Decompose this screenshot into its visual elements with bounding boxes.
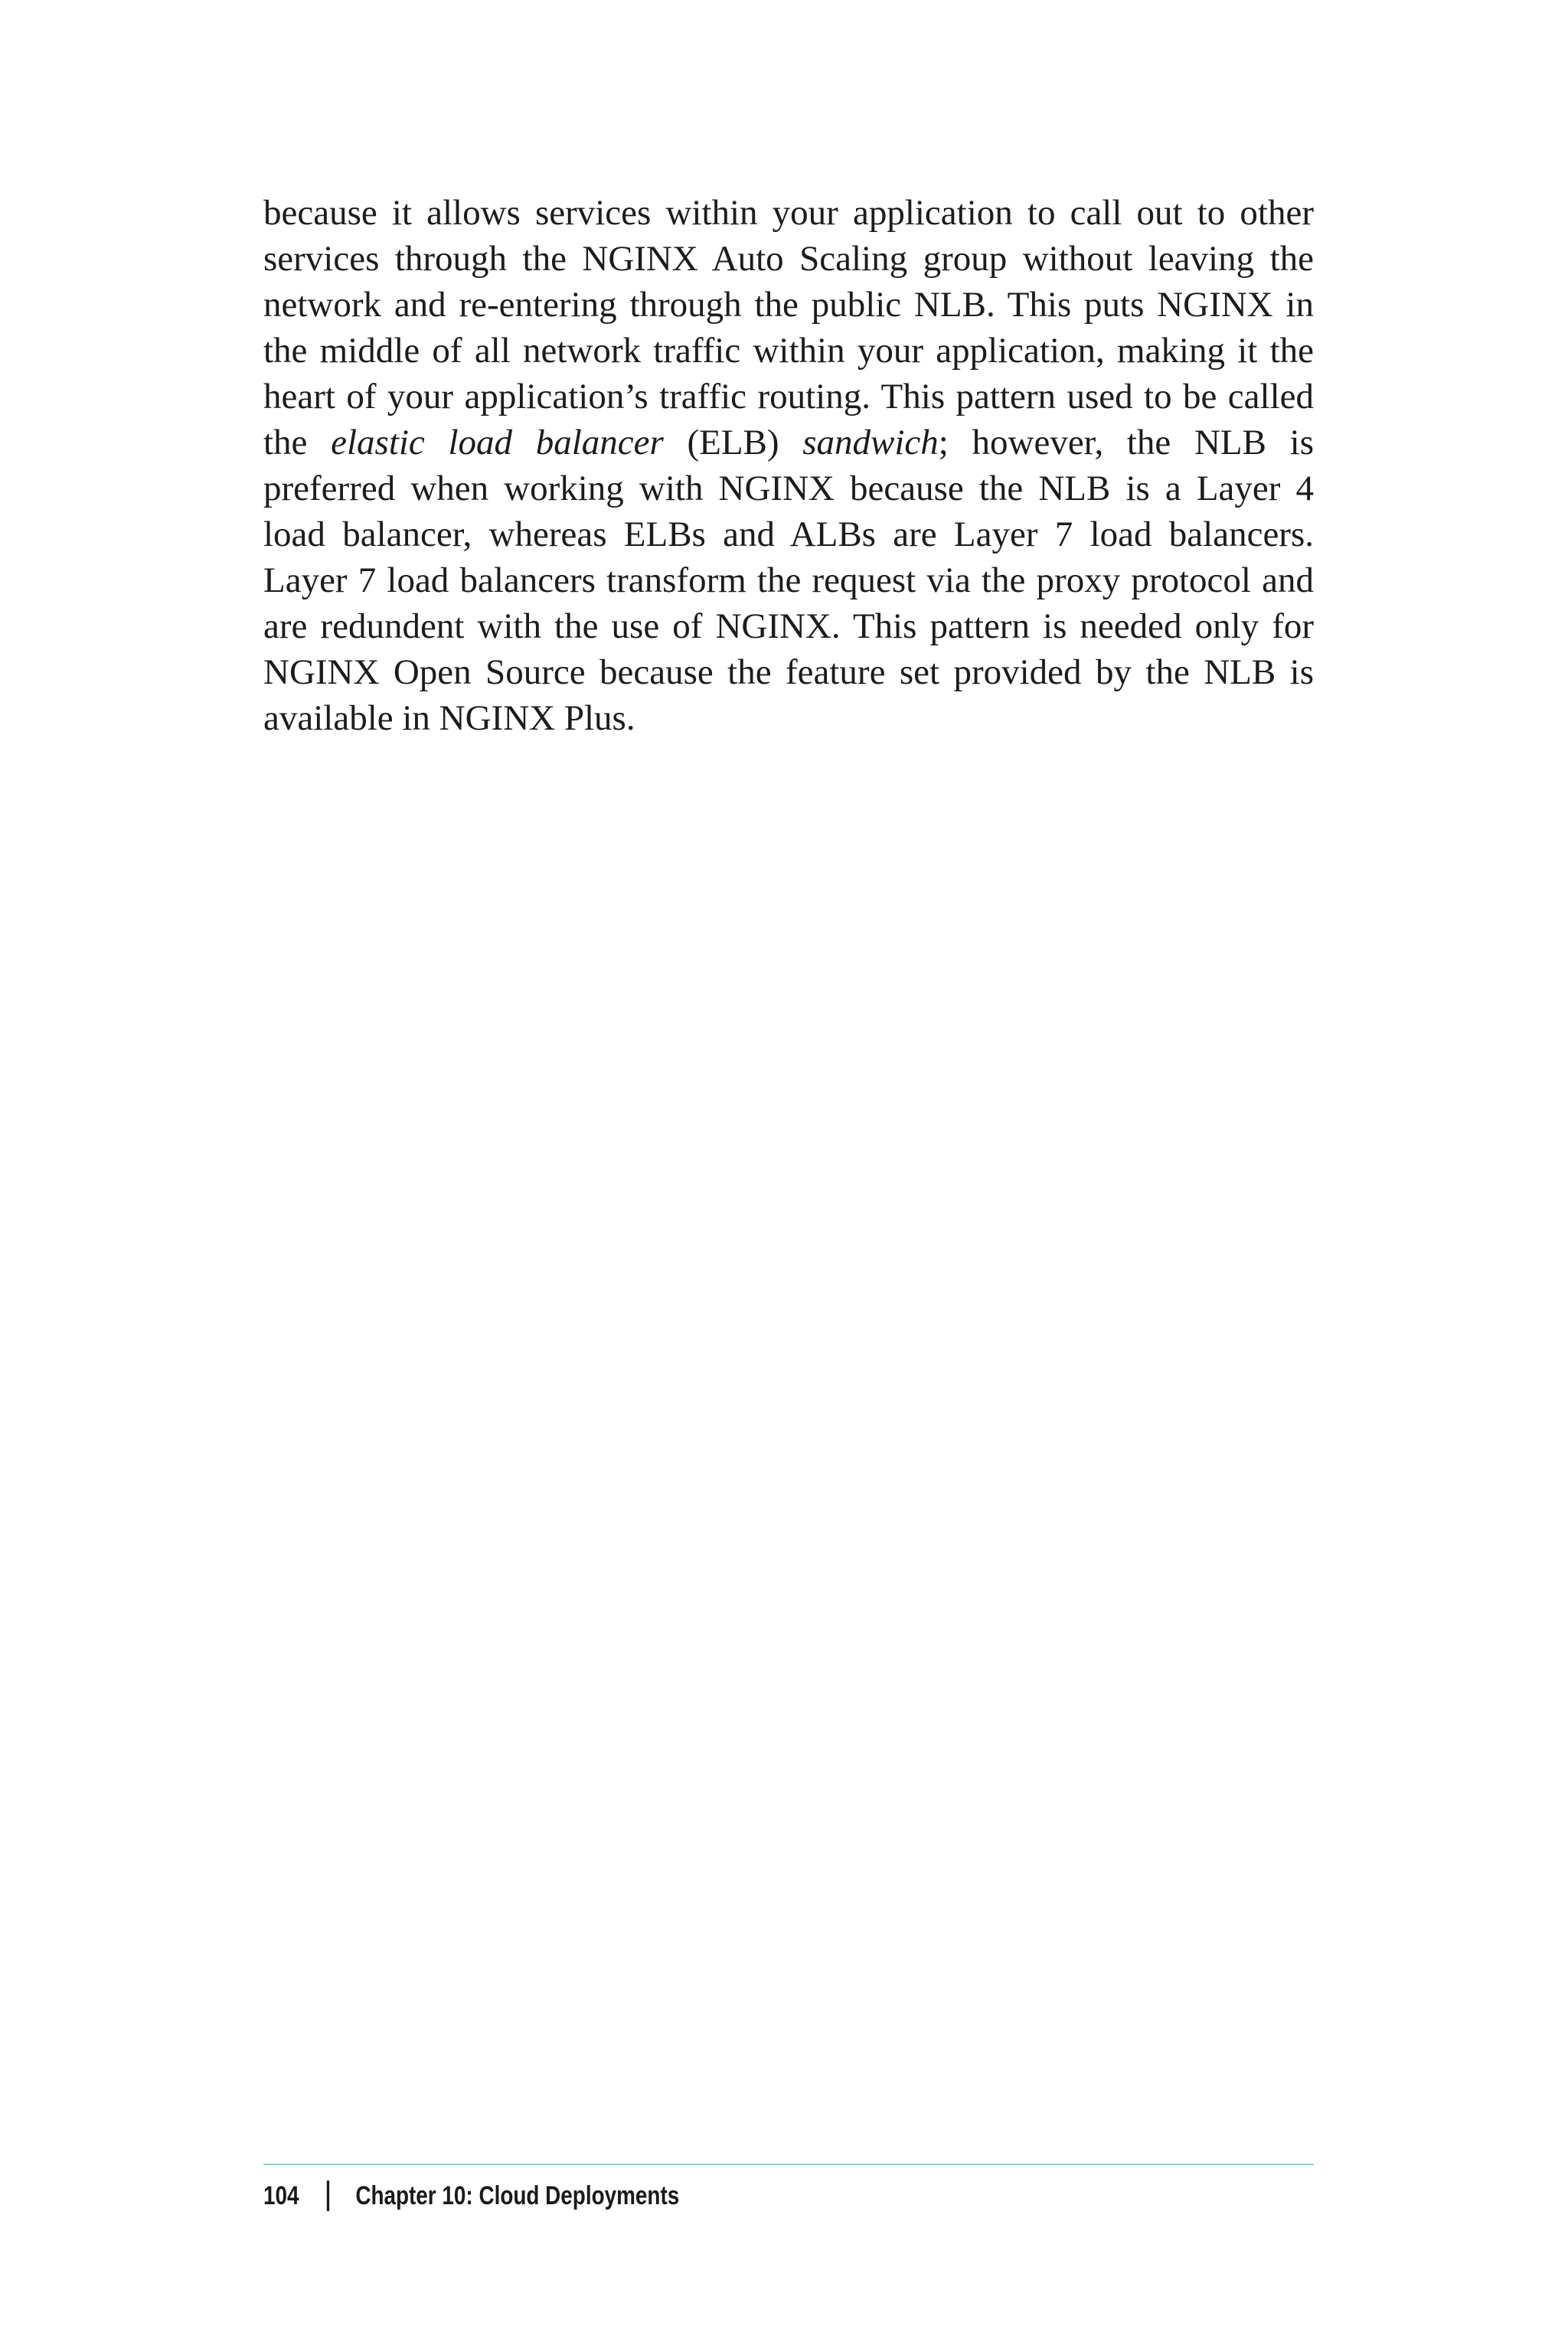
footer-divider <box>263 2164 1314 2165</box>
footer-separator <box>327 2180 329 2211</box>
page-number: 104 <box>263 2180 299 2210</box>
italic-term-elastic-load-balancer: elastic load balancer <box>331 423 664 462</box>
italic-term-sandwich: sandwich <box>802 423 939 462</box>
page-footer <box>263 2174 679 2217</box>
paragraph-text-part-2: (ELB) <box>663 423 803 462</box>
body-paragraph <box>263 190 1314 741</box>
chapter-title: Chapter 10: Cloud Deployments <box>355 2180 680 2210</box>
paragraph-text-part-1: because it allows services within your application to call out to other services through the NGINX Auto Scaling group without leaving the network and re-entering through the public NLB. This puts NGINX in the middle of all network traffic within your application, making it the heart of your application’s traffic routing. This pattern used to be called the <box>263 193 1314 462</box>
paragraph-text-part-3: ; however, the NLB is preferred when working with NGINX because the NLB is a Layer 4 load balancer, whereas ELBs and ALBs are Layer 7 load balancers. Layer 7 load balancers transform the request via the proxy protocol and are redundent with the use of NGINX. This pattern is needed only for NGINX Open Source because the feature set provided by the NLB is available in NGINX Plus. <box>263 423 1314 738</box>
